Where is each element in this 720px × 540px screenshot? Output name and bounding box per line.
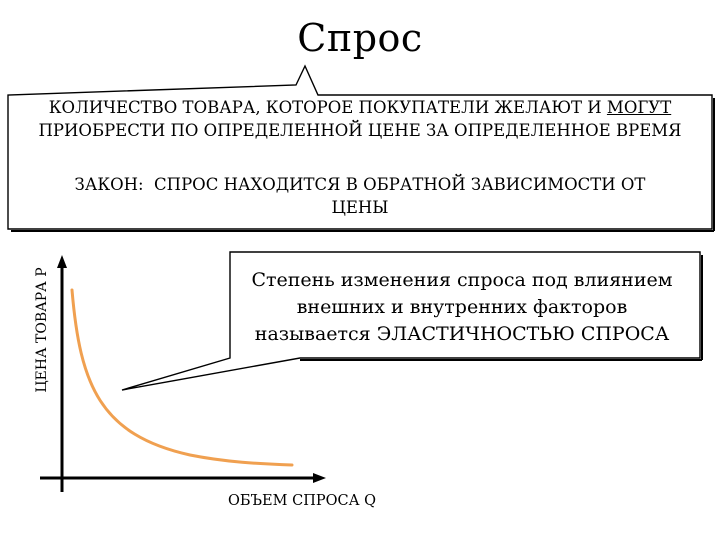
x-axis-arrow bbox=[313, 473, 326, 483]
elasticity-text bbox=[228, 267, 696, 348]
y-axis-arrow bbox=[57, 255, 67, 268]
y-axis-label: ЦЕНА ТОВАРА Р bbox=[34, 267, 50, 393]
elasticity-line-2: внешних и внутренних факторов bbox=[296, 296, 628, 318]
x-axis-label: ОБЪЕМ СПРОСА Q bbox=[228, 493, 377, 509]
law-text bbox=[40, 173, 680, 219]
elasticity-line-3: называется ЭЛАСТИЧНОСТЬЮ СПРОСА bbox=[254, 323, 670, 345]
page-title: Спрос bbox=[297, 16, 423, 60]
underlined-word: МОГУТ bbox=[606, 98, 672, 117]
law-line-1: ЗАКОН: СПРОС НАХОДИТСЯ В ОБРАТНОЙ ЗАВИСИМОСТИ ОТ bbox=[74, 175, 646, 194]
definition-text bbox=[8, 96, 712, 142]
definition-line-1: КОЛИЧЕСТВО ТОВАРА, КОТОРОЕ ПОКУПАТЕЛИ ЖЕЛАЮТ И МОГУТ bbox=[48, 98, 672, 117]
law-line-2: ЦЕНЫ bbox=[331, 198, 389, 217]
definition-line-2: ПРИОБРЕСТИ ПО ОПРЕДЕЛЕННОЙ ЦЕНЕ ЗА ОПРЕДЕЛЕННОЕ ВРЕМЯ bbox=[38, 121, 682, 140]
elasticity-line-1: Степень изменения спроса под влиянием bbox=[251, 269, 673, 291]
